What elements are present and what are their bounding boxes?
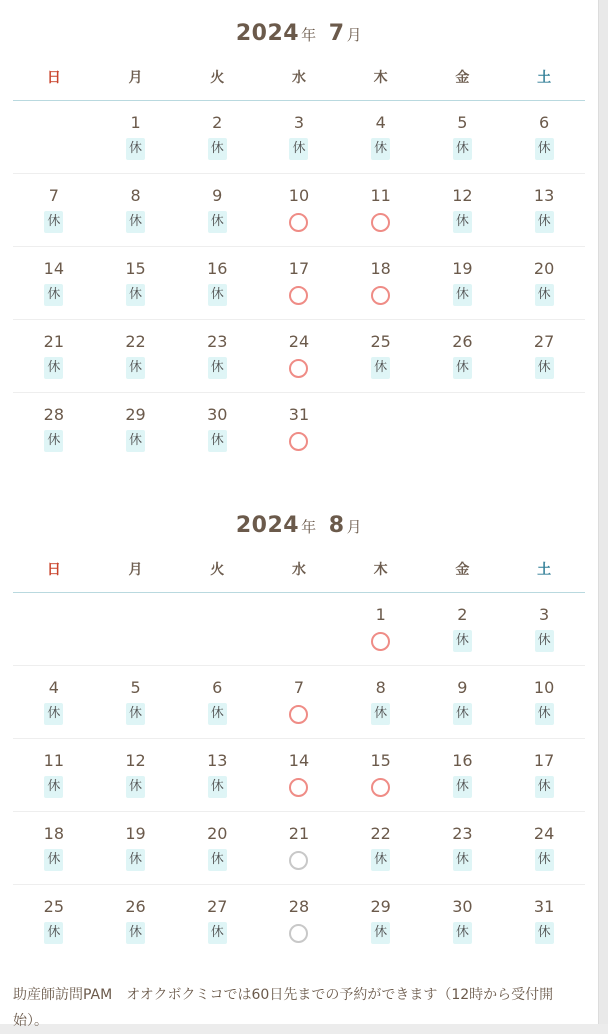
day-cell [503,885,585,957]
availability-indicator [44,356,63,380]
closed-badge: 休 [371,922,390,944]
day-cell [176,666,258,738]
weekday-fri: 金 [455,562,470,578]
availability-indicator [453,356,472,380]
day-cell [503,174,585,246]
day-number: 30 [207,405,228,424]
day-cell [176,247,258,319]
availability-indicator [126,921,145,945]
available-circle-icon[interactable] [289,705,308,724]
day-cell [176,101,258,173]
closed-badge: 休 [44,776,63,798]
closed-badge: 休 [535,849,554,871]
week-row [13,320,585,393]
closed-badge: 休 [44,703,63,725]
weekday-mon: 月 [128,562,143,578]
day-number: 23 [207,332,228,351]
day-number: 18 [43,824,65,843]
availability-indicator [44,921,63,945]
day-number: 8 [130,186,141,205]
day-number: 3 [293,113,305,132]
day-cell [503,812,585,884]
availability-indicator [453,283,472,307]
availability-indicator [535,356,554,380]
day-cell [95,247,177,319]
day-number: 14 [43,259,65,278]
weekday-mon: 月 [128,70,143,86]
availability-indicator [44,702,63,726]
day-cell [95,320,177,392]
availability-indicator [371,210,390,234]
availability-indicator [126,775,145,799]
day-number: 17 [533,751,555,770]
closed-badge: 休 [126,138,145,160]
empty-day-cell [13,101,95,173]
day-number: 10 [533,678,555,697]
closed-badge: 休 [453,703,472,725]
day-cell [258,812,340,884]
closed-badge: 休 [535,776,554,798]
day-number: 21 [43,332,65,351]
availability-indicator [44,429,63,453]
closed-badge: 休 [126,776,145,798]
day-cell [422,174,504,246]
day-cell[interactable] [258,739,340,811]
day-number: 19 [125,824,146,843]
availability-indicator [371,702,390,726]
day-cell [258,885,340,957]
closed-badge: 休 [453,922,472,944]
day-cell [13,739,95,811]
availability-indicator [208,356,227,380]
day-cell [503,101,585,173]
closed-badge: 休 [535,211,554,233]
empty-day-cell [422,393,504,465]
month-year: 2024 [235,513,300,538]
availability-indicator [453,775,472,799]
month-year-suffix: 年 [301,518,317,536]
day-number: 29 [370,897,391,916]
day-number: 6 [212,678,223,697]
availability-indicator [208,429,227,453]
availability-indicator [535,629,554,653]
availability-indicator [453,629,472,653]
closed-badge: 休 [453,211,472,233]
day-cell [95,174,177,246]
closed-badge: 休 [208,776,227,798]
month-suffix: 月 [346,26,363,44]
weekday-tue: 火 [210,562,225,578]
closed-badge: 休 [44,430,63,452]
closed-badge: 休 [535,703,554,725]
week-row [13,739,585,812]
week-row [13,101,585,174]
day-number: 15 [370,751,391,770]
availability-indicator [453,702,472,726]
available-circle-icon[interactable] [371,286,390,305]
available-circle-icon[interactable] [289,286,308,305]
day-cell[interactable] [340,174,422,246]
closed-badge: 休 [126,357,145,379]
day-cell [95,666,177,738]
week-row [13,247,585,320]
day-number: 20 [533,259,555,278]
day-cell [95,393,177,465]
day-number: 27 [533,332,555,351]
empty-day-cell [340,393,422,465]
closed-badge: 休 [208,357,227,379]
availability-indicator [44,210,63,234]
empty-day-cell [13,593,95,665]
availability-indicator [126,429,145,453]
month-suffix: 月 [346,518,363,536]
availability-indicator [453,210,472,234]
day-number: 13 [207,751,228,770]
day-cell [422,593,504,665]
availability-indicator [208,283,227,307]
day-number: 22 [370,824,391,843]
day-cell [176,739,258,811]
closed-badge: 休 [126,211,145,233]
available-circle-icon[interactable] [371,632,390,651]
closed-badge: 休 [371,703,390,725]
day-cell [95,885,177,957]
available-circle-icon[interactable] [289,359,308,378]
closed-badge: 休 [453,357,472,379]
availability-indicator [126,137,145,161]
day-number: 26 [452,332,473,351]
day-number: 24 [288,332,310,351]
availability-indicator [371,629,390,653]
availability-indicator [208,210,227,234]
day-number: 12 [125,751,146,770]
availability-indicator [208,137,227,161]
availability-indicator [535,848,554,872]
availability-indicator [126,702,145,726]
day-number: 20 [207,824,228,843]
empty-day-cell [503,393,585,465]
availability-indicator [126,283,145,307]
week-row [13,885,585,957]
closed-badge: 休 [289,138,308,160]
closed-badge: 休 [453,776,472,798]
day-cell [176,174,258,246]
day-cell [340,101,422,173]
week-row [13,393,585,465]
closed-badge: 休 [44,849,63,871]
availability-indicator [453,848,472,872]
weekday-wed: 水 [291,70,306,86]
day-cell [503,666,585,738]
weekday-thu: 木 [373,70,388,86]
day-number: 1 [130,113,141,132]
weekday-wed: 水 [291,562,306,578]
day-cell [422,101,504,173]
availability-indicator [371,775,390,799]
day-cell [503,739,585,811]
day-number: 24 [533,824,555,843]
day-cell [422,812,504,884]
weekday-header [13,56,585,101]
closed-badge: 休 [371,357,390,379]
week-row [13,666,585,739]
available-circle-icon[interactable] [289,432,308,451]
day-cell [422,885,504,957]
day-number: 22 [125,332,146,351]
day-number: 31 [288,405,310,424]
day-cell[interactable] [258,247,340,319]
day-number: 10 [288,186,310,205]
day-number: 19 [452,259,473,278]
day-number: 18 [370,259,391,278]
day-cell [13,885,95,957]
day-number: 5 [457,113,468,132]
closed-badge: 休 [126,849,145,871]
available-circle-icon[interactable] [371,778,390,797]
day-number: 2 [212,113,223,132]
day-number: 28 [43,405,65,424]
day-cell [503,320,585,392]
day-number: 23 [452,824,473,843]
day-number: 3 [538,605,550,624]
empty-day-cell [95,593,177,665]
month-calendar-july [13,16,585,465]
closed-badge: 休 [44,357,63,379]
availability-indicator [289,702,308,726]
week-row [13,174,585,247]
availability-indicator [44,283,63,307]
day-cell [95,739,177,811]
closed-badge: 休 [453,284,472,306]
day-number: 7 [48,186,59,205]
weekday-thu: 木 [373,562,388,578]
closed-badge: 休 [208,703,227,725]
available-circle-icon[interactable] [371,213,390,232]
day-cell [422,247,504,319]
closed-badge: 休 [535,284,554,306]
day-number: 30 [452,897,473,916]
closed-badge: 休 [126,430,145,452]
availability-indicator [371,283,390,307]
day-cell [340,666,422,738]
closed-badge: 休 [208,138,227,160]
day-cell [95,812,177,884]
weekday-sat: 土 [537,562,552,578]
availability-indicator [44,848,63,872]
month-year: 2024 [235,21,300,46]
month-title [13,16,585,52]
day-cell [13,174,95,246]
day-cell [340,885,422,957]
day-number: 31 [533,897,555,916]
day-number: 4 [375,113,386,132]
availability-indicator [535,210,554,234]
availability-indicator [453,137,472,161]
closed-badge: 休 [44,211,63,233]
day-cell [422,739,504,811]
reservation-note: 助産師訪問PAM オオクボクミコでは60日先までの予約ができます（12時から受付開始）。 [13,987,554,1029]
day-number: 2 [457,605,468,624]
closed-badge: 休 [371,138,390,160]
day-cell [176,812,258,884]
availability-indicator [535,283,554,307]
day-number: 5 [130,678,141,697]
day-number: 16 [207,259,228,278]
day-number: 21 [288,824,310,843]
available-circle-icon[interactable] [289,213,308,232]
availability-indicator [371,137,390,161]
empty-day-cell [176,593,258,665]
day-number: 11 [370,186,391,205]
day-cell[interactable] [258,320,340,392]
scrollbar-track[interactable] [598,0,608,1024]
availability-indicator [208,921,227,945]
day-number: 29 [125,405,146,424]
week-rows [13,593,585,957]
closed-badge: 休 [208,284,227,306]
day-number: 11 [43,751,65,770]
day-number: 8 [375,678,386,697]
availability-indicator [126,356,145,380]
day-cell [95,101,177,173]
month-year-suffix: 年 [301,26,317,44]
day-cell [503,247,585,319]
day-number: 17 [288,259,310,278]
availability-indicator [208,702,227,726]
availability-indicator [535,775,554,799]
day-number: 27 [207,897,228,916]
availability-indicator [289,921,308,945]
day-cell[interactable] [340,739,422,811]
availability-indicator [289,137,308,161]
weekday-sat: 土 [537,70,552,86]
availability-indicator [44,775,63,799]
availability-indicator [453,921,472,945]
closed-badge: 休 [208,922,227,944]
closed-badge: 休 [535,138,554,160]
weekday-header [13,548,585,593]
day-cell [13,393,95,465]
day-cell [176,393,258,465]
week-row [13,812,585,885]
month-calendar-august [13,508,585,957]
day-number: 12 [452,186,473,205]
day-cell [422,320,504,392]
weekday-sun: 日 [46,562,61,578]
closed-badge: 休 [535,357,554,379]
availability-indicator [289,356,308,380]
closed-badge: 休 [453,138,472,160]
month-number: 7 [328,21,345,46]
availability-indicator [289,848,308,872]
availability-indicator [126,848,145,872]
month-title [13,508,585,544]
weekday-tue: 火 [210,70,225,86]
day-number: 28 [288,897,310,916]
day-number: 9 [457,678,468,697]
day-cell[interactable] [340,247,422,319]
availability-indicator [371,356,390,380]
day-number: 25 [43,897,65,916]
day-cell[interactable] [258,666,340,738]
closed-badge: 休 [453,630,472,652]
weekday-fri: 金 [455,70,470,86]
week-rows [13,101,585,465]
day-cell [13,247,95,319]
day-number: 6 [538,113,550,132]
availability-indicator [289,775,308,799]
day-cell [176,320,258,392]
day-number: 26 [125,897,146,916]
weekday-sun: 日 [46,70,61,86]
empty-day-cell [258,593,340,665]
availability-indicator [535,137,554,161]
closed-badge: 休 [208,849,227,871]
day-number: 9 [212,186,223,205]
day-number: 13 [533,186,555,205]
week-row [13,593,585,666]
day-number: 25 [370,332,391,351]
day-number: 15 [125,259,146,278]
availability-indicator [289,283,308,307]
day-cell [176,885,258,957]
day-cell [340,812,422,884]
available-circle-icon[interactable] [289,778,308,797]
unavailable-circle-icon [289,924,308,943]
closed-badge: 休 [453,849,472,871]
closed-badge: 休 [126,284,145,306]
closed-badge: 休 [126,703,145,725]
closed-badge: 休 [208,430,227,452]
availability-indicator [126,210,145,234]
availability-indicator [208,848,227,872]
closed-badge: 休 [44,284,63,306]
day-cell[interactable] [258,174,340,246]
day-number: 7 [293,678,305,697]
day-cell[interactable] [258,393,340,465]
availability-indicator [535,702,554,726]
closed-badge: 休 [126,922,145,944]
day-cell [258,101,340,173]
day-cell [13,320,95,392]
day-cell [503,593,585,665]
day-number: 4 [48,678,59,697]
day-cell [422,666,504,738]
closed-badge: 休 [535,630,554,652]
day-number: 14 [288,751,310,770]
availability-indicator [371,921,390,945]
unavailable-circle-icon [289,851,308,870]
availability-indicator [371,848,390,872]
closed-badge: 休 [208,211,227,233]
day-cell [13,666,95,738]
day-number: 1 [375,605,386,624]
availability-indicator [208,775,227,799]
day-number: 16 [452,751,473,770]
availability-indicator [289,429,308,453]
availability-indicator [535,921,554,945]
month-number: 8 [328,513,345,538]
closed-badge: 休 [535,922,554,944]
day-cell [340,320,422,392]
day-cell [13,812,95,884]
closed-badge: 休 [44,922,63,944]
day-cell[interactable] [340,593,422,665]
closed-badge: 休 [371,849,390,871]
availability-indicator [289,210,308,234]
